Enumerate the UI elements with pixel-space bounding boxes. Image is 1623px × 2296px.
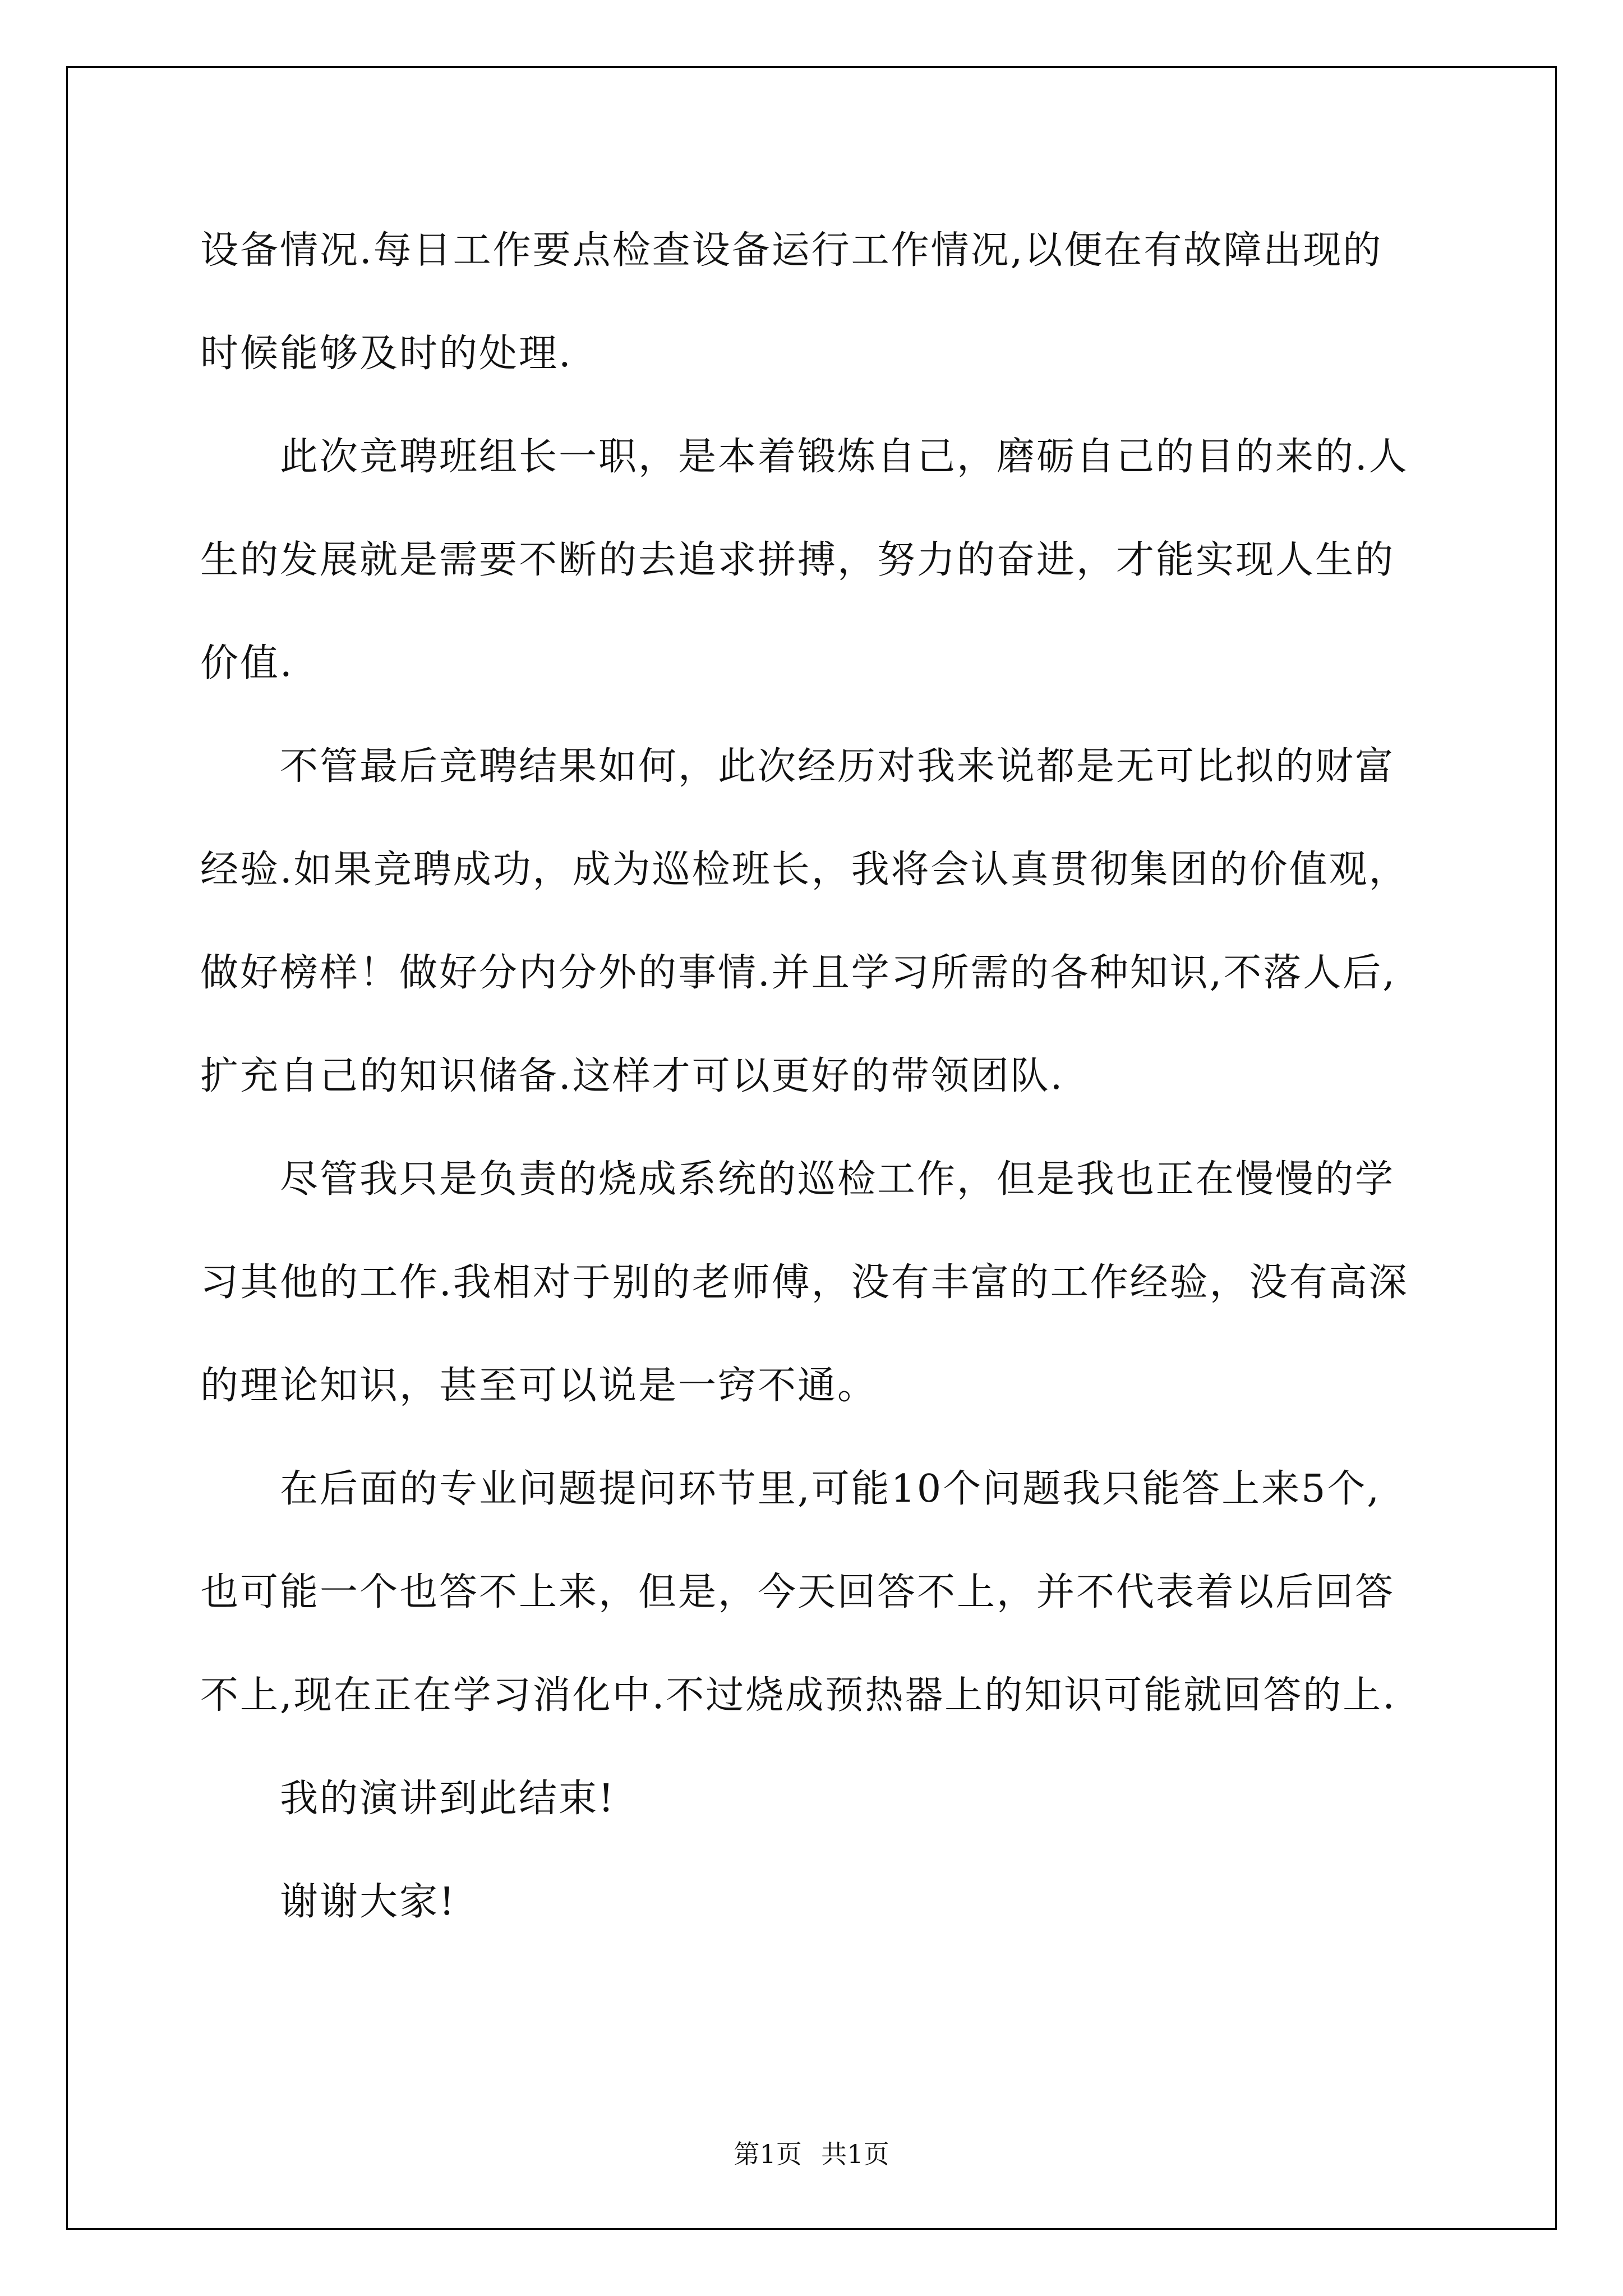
paragraph-6: 我的演讲到此结束! [200,1777,616,1821]
paragraph-7: 谢谢大家! [200,1880,457,1924]
paragraph-2: 此次竞聘班组长一职，是本着锻炼自己，磨砺自己的目的来的.人 生的发展就是需要不断的去追求拼搏，努力的奋进，才能实现人生的 价值. [200,435,1409,685]
page-number-footer: 第1页 共1页 [734,2139,889,2169]
paragraph-1: 设备情况.每日工作要点检查设备运行工作情况,以便在有故障出现的 时候能够及时的处理. [200,228,1383,376]
paragraph-5: 在后面的专业问题提问环节里,可能10个问题我只能答上来5个, 也可能一个也答不上来，但是，今天回答不上，并不代表着以后回答 不上,现在正在学习消化中.不过烧成预热器上的知识可能就回答的上. [200,1467,1396,1718]
paragraph-3: 不管最后竞聘结果如何，此次经历对我来说都是无可比拟的财富 经验.如果竞聘成功，成为巡检班长，我将会认真贯彻集团的价值观， 做好榜样！做好分内分外的事情.并且学习所需的各种知识,不落人后, 扩充自己的知识储备.这样才可以更好的带领团队. [200,744,1409,1098]
paragraph-4: 尽管我只是负责的烧成系统的巡检工作，但是我也正在慢慢的学 习其他的工作.我相对于别的老师傅，没有丰富的工作经验，没有高深 的理论知识，甚至可以说是一窍不通。 [200,1157,1409,1408]
document-body [200,199,1479,1954]
